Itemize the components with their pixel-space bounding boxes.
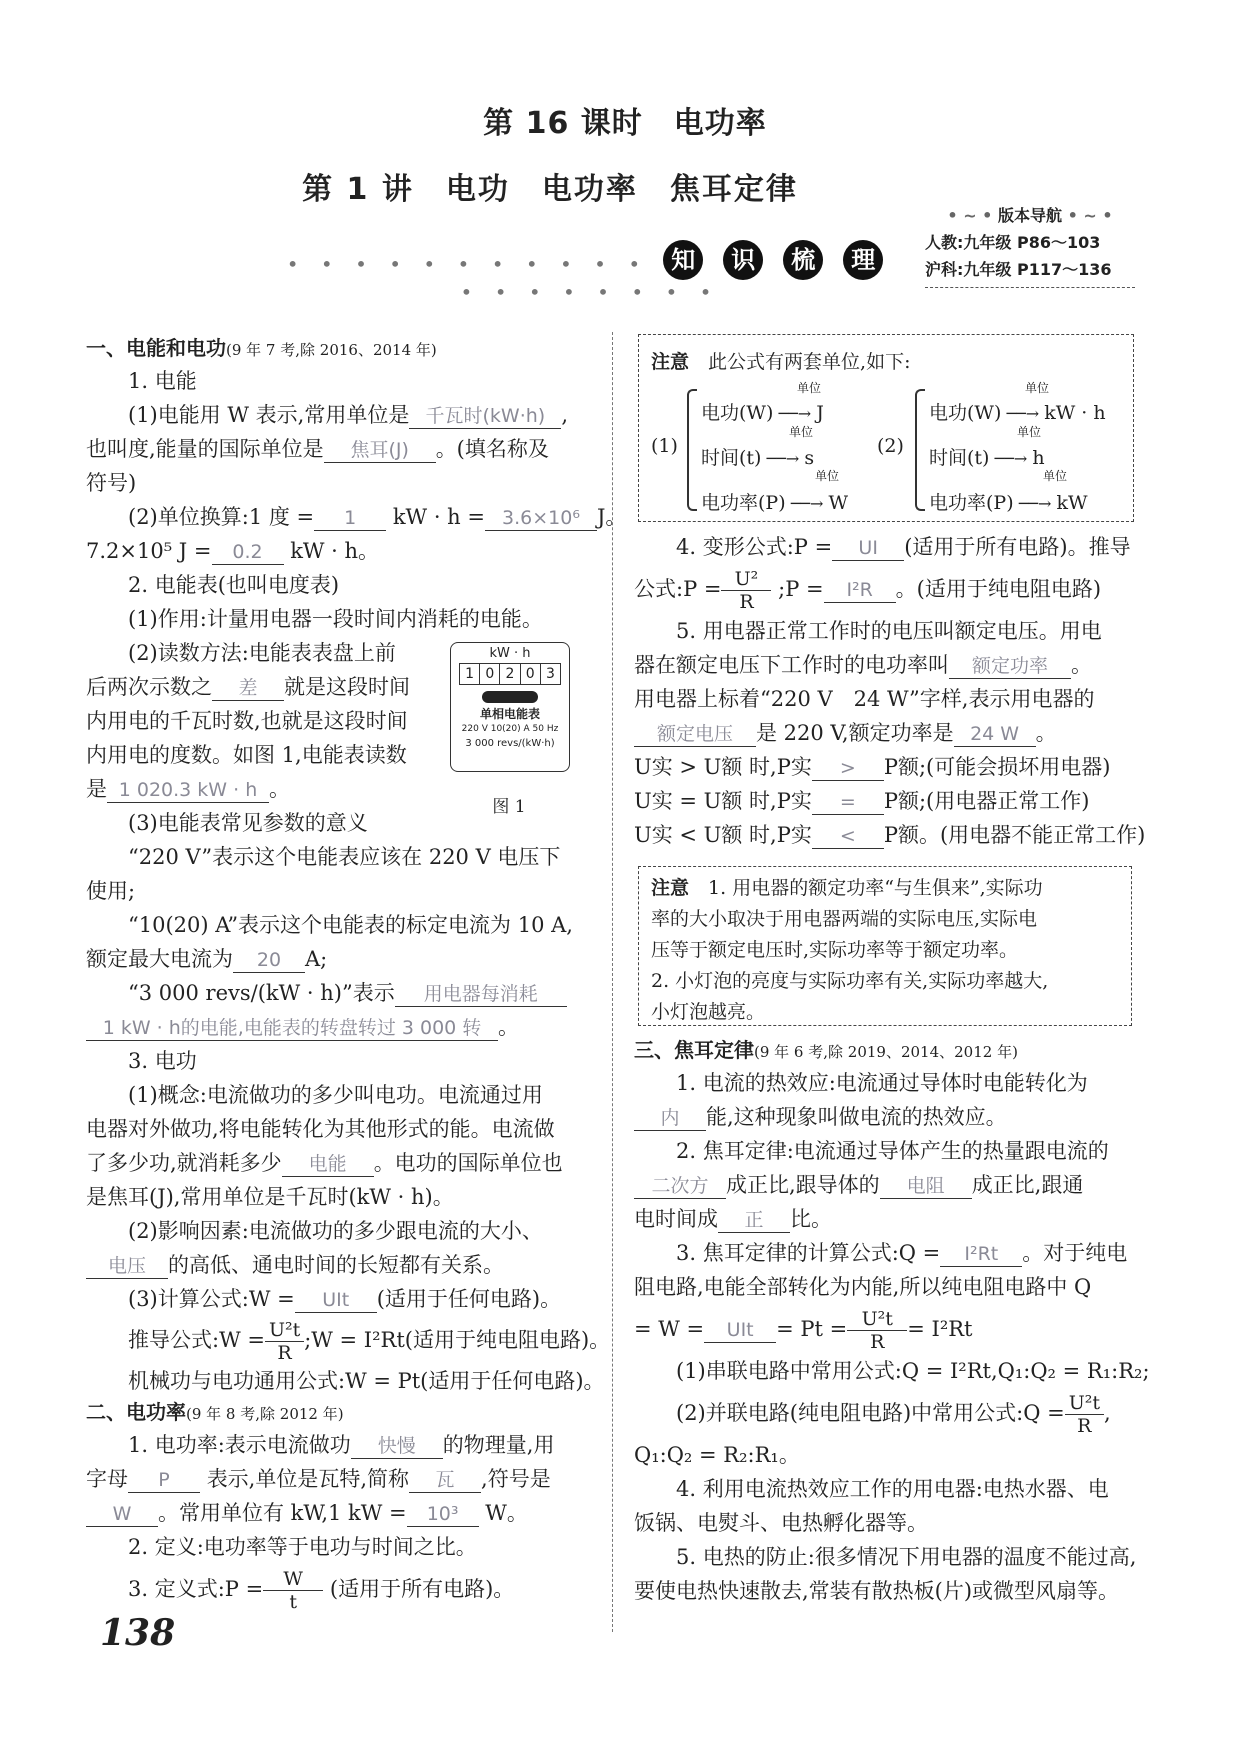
meter-unit: kW · h	[489, 646, 531, 661]
text-line: 字母 P 表示,单位是瓦特,简称 瓦 ,符号是	[86, 1467, 551, 1491]
unit-word: 单位	[1025, 381, 1050, 395]
banner-char: 梳	[783, 240, 823, 280]
right-column-b	[634, 1036, 1150, 1608]
text-line: 额定最大电流为 20 A;	[86, 947, 328, 971]
text-line: 也叫度,能量的国际单位是 焦耳(J) 。(填名称及	[86, 437, 549, 461]
lecture-title: 第 1 讲 电功 电功率 焦耳定律	[302, 172, 798, 207]
text-line: 电压 的高低、通电时间的长短都有关系。	[86, 1248, 606, 1282]
answer-blank: 20	[233, 948, 305, 973]
text-line: 后两次示数之 差 就是这段时间	[86, 675, 410, 699]
answer-blank: P	[128, 1468, 200, 1493]
answer-blank: 1 kW · h的电能,电能表的转盘转过 3 000 转	[86, 1016, 498, 1041]
text-line: (1)概念:电流做功的多少叫电功。电流通过用	[128, 1083, 543, 1107]
text-line: 3. 电功	[128, 1049, 197, 1073]
answer-blank: 电阻	[880, 1174, 972, 1199]
answer-blank: 快慢	[351, 1434, 443, 1459]
answer-blank: 0.2	[212, 540, 284, 565]
banner-char: 知	[663, 240, 703, 280]
banner-char: 理	[843, 240, 883, 280]
text-line: 3. 焦耳定律的计算公式:Q = I²Rt 。对于纯电	[676, 1241, 1128, 1265]
text-line: 二次方 成正比,跟导体的 电阻 成正比,跟通	[634, 1168, 1144, 1202]
page-number: 138	[100, 1612, 176, 1654]
meter-digit: 1	[460, 664, 480, 684]
text-line: (2)读数方法:电能表表盘上前	[128, 641, 396, 665]
answer-blank: 10³	[407, 1502, 479, 1527]
fraction: $\frac{\text{U²t}}{R}$	[1065, 1392, 1104, 1437]
answer-blank: 电能	[282, 1152, 374, 1177]
text-line: 3. 定义式:P = $\frac{W}{t}$ (适用于所有电路)。	[128, 1568, 515, 1613]
note-line: 2. 小灯泡的亮度与实际功率有关,实际功率越大,	[651, 970, 1049, 992]
answer-blank: I²R	[824, 578, 896, 603]
meter-display	[459, 663, 561, 685]
text-line: 使用;	[86, 879, 136, 903]
unit-set-2	[929, 391, 1106, 526]
edition-nav-line: 沪科:九年级 P117～136	[925, 260, 1112, 279]
answer-blank: 瓦	[409, 1468, 481, 1493]
meter-spec: 220 V 10(20) A 50 Hz	[461, 724, 559, 734]
note-line: 注意 1. 用电器的额定功率“与生俱来”,实际功	[651, 877, 1043, 899]
unit-row: 时间(t) ──→ s	[701, 447, 815, 469]
text-line: (1)作用:计量用电器一段时间内消耗的电能。	[128, 607, 543, 631]
meter-digit: 2	[500, 664, 520, 684]
text-line: (2)影响因素:电流做功的多少跟电流的大小、	[128, 1219, 543, 1243]
text-line: 4. 利用电流热效应工作的用电器:电热水器、电	[676, 1477, 1109, 1501]
text-line: 电时间成 正 比。	[634, 1207, 832, 1231]
text-line: 5. 用电器正常工作时的电压叫额定电压。用电	[676, 619, 1102, 643]
text-line: 内用电的千瓦时数,也就是这段时间	[86, 709, 408, 733]
text-line: 了多少功,就消耗多少 电能 。电功的国际单位也	[86, 1151, 563, 1175]
figure-caption: 图 1	[492, 797, 526, 817]
text-line: 是焦耳(J),常用单位是千瓦时(kW · h)。	[86, 1185, 454, 1209]
answer-blank: =	[812, 790, 884, 815]
meter-dial	[482, 691, 538, 703]
text-line: 推导公式:W = $\frac{\text{U²t}}{R}$ ;W = I²Rt(适用于纯电阻电路)。	[128, 1319, 611, 1364]
text-line: 2. 定义:电功率等于电功与时间之比。	[128, 1535, 477, 1559]
brace	[915, 389, 925, 511]
text-line: (2)并联电路(纯电阻电路)中常用公式:Q = $\frac{\text{U²t}}{R}$ ,	[676, 1392, 1111, 1437]
fraction: $\frac{\text{U²t}}{R}$	[265, 1319, 304, 1364]
answer-blank: 用电器每消耗	[395, 982, 567, 1007]
text-line: 电器对外做功,将电能转化为其他形式的能。电流做	[86, 1117, 555, 1141]
fraction: $\frac{\text{U²}}{R}$	[721, 568, 771, 613]
answer-blank: 电压	[86, 1254, 168, 1279]
unit-row: 时间(t) ──→ h	[929, 447, 1045, 469]
text-line: 符号)	[86, 471, 137, 495]
section-heading: 三、焦耳定律(9 年 6 考,除 2019、2014、2012 年)	[634, 1038, 1018, 1062]
answer-blank: 二次方	[634, 1174, 726, 1199]
unit-word: 单位	[1017, 425, 1042, 439]
answer-blank: I²Rt	[940, 1242, 1022, 1267]
right-column-a	[634, 530, 1144, 852]
banner-char: 识	[723, 240, 763, 280]
answer-blank: 千瓦时(kW·h)	[409, 404, 561, 429]
answer-blank: UIt	[704, 1318, 776, 1343]
text-line: (3)电能表常见参数的意义	[128, 811, 368, 835]
meter-digit: 3	[545, 666, 555, 682]
note-line: 率的大小取决于用电器两端的实际电压,实际电	[651, 908, 1038, 930]
text-line: 阻电路,电能全部转化为内能,所以纯电阻电路中 Q	[634, 1275, 1092, 1299]
unit-set-1-label: (1)	[651, 435, 678, 457]
unit-row: 电功(W) ──→ kW · h	[929, 402, 1106, 424]
knowledge-banner	[260, 240, 920, 304]
answer-blank: 24 W	[954, 722, 1036, 747]
answer-blank: 3.6×10⁶	[485, 506, 597, 531]
answer-blank: 额定电压	[634, 722, 756, 747]
text-line: “3 000 revs/(kW · h)”表示 用电器每消耗	[86, 976, 606, 1010]
text-line: (2)单位换算:1 度 = 1 kW · h = 3.6×10⁶ J。	[128, 505, 627, 529]
text-line: (1)电能用 W 表示,常用单位是 千瓦时(kW·h) ,	[128, 403, 569, 427]
answer-blank: >	[812, 756, 884, 781]
meter-spec: 3 000 revs/(kW·h)	[465, 738, 555, 749]
text-line: 公式:P = $\frac{\text{U²}}{R}$ ;P = I²R 。(适用于纯电阻电路)	[634, 568, 1102, 613]
text-line: 1 kW · h的电能,电能表的转盘转过 3 000 转 。	[86, 1010, 606, 1044]
answer-blank: 1	[314, 506, 386, 531]
answer-blank: 内	[634, 1106, 706, 1131]
unit-row: 电功(W) ──→ J	[701, 402, 824, 424]
unit-set-1	[701, 391, 848, 526]
answer-blank: UI	[832, 536, 904, 561]
fraction: $\frac{\text{U²t}}{R}$	[847, 1308, 907, 1353]
electric-meter-figure	[450, 642, 570, 772]
unit-set-2-label: (2)	[877, 435, 904, 457]
banner-dots-right: • • • • • • • •	[460, 280, 720, 304]
answer-blank: 焦耳(J)	[324, 438, 436, 463]
meter-digit: 0	[521, 664, 541, 684]
text-line: 内用电的度数。如图 1,电能表读数	[86, 743, 407, 767]
edition-nav-line: 人教:九年级 P86～103	[925, 233, 1101, 252]
text-line: W 。常用单位有 kW,1 kW = 10³ W。	[86, 1496, 606, 1530]
text-line: 1. 电流的热效应:电流通过导体时电能转化为	[676, 1071, 1088, 1095]
text-line: U实 < U额 时,P实 < P额。(用电器不能正常工作)	[634, 823, 1146, 847]
left-column	[86, 334, 627, 1614]
text-line: 机械功与电功通用公式:W = Pt(适用于任何电路)。	[128, 1369, 605, 1393]
unit-row: 电功率(P) ──→ kW	[929, 492, 1088, 514]
text-line: 7.2×10⁵ J = 0.2 kW · h。	[86, 539, 380, 563]
text-line: “10(20) A”表示这个电能表的标定电流为 10 A,	[128, 913, 573, 937]
section-heading: 一、电能和电功(9 年 7 考,除 2016、2014 年)	[86, 336, 437, 360]
text-line: 2. 焦耳定律:电流通过导体产生的热量跟电流的	[676, 1139, 1109, 1163]
text-line: 额定电压 是 220 V,额定功率是 24 W 。	[634, 716, 1144, 750]
answer-blank: 1 020.3 kW · h	[107, 778, 269, 803]
text-line: 要使电热快速散去,常装有散热板(片)或微型风扇等。	[634, 1579, 1120, 1603]
text-line: “220 V”表示这个电能表应该在 220 V 电压下	[128, 845, 561, 869]
unit-word: 单位	[797, 381, 822, 395]
unit-row: 电功率(P) ──→ W	[701, 492, 848, 514]
edition-nav	[925, 202, 1135, 288]
answer-blank: <	[812, 824, 884, 849]
answer-blank: 正	[718, 1208, 790, 1233]
text-line: 饭锅、电熨斗、电热孵化器等。	[634, 1511, 928, 1535]
note-line: 压等于额定电压时,实际功率等于额定功率。	[651, 939, 1019, 961]
text-line: (3)计算公式:W = UIt (适用于任何电路)。	[128, 1287, 562, 1311]
answer-blank: UIt	[295, 1288, 377, 1313]
brace	[687, 389, 697, 511]
answer-blank: 差	[212, 676, 284, 701]
text-line: Q₁:Q₂ = R₂:R₁。	[634, 1443, 800, 1467]
text-line: 1. 电能	[128, 369, 197, 393]
text-line: = W = UIt = Pt = $\frac{\text{U²t}}{R}$ = I²Rt	[634, 1308, 973, 1353]
text-line: 是 1 020.3 kW · h 。	[86, 777, 290, 801]
edition-nav-title: • ~ • 版本导航 • ~ •	[947, 206, 1113, 225]
meter-name: 单相电能表	[479, 707, 540, 721]
text-line: 内 能,这种现象叫做电流的热效应。	[634, 1100, 1144, 1134]
text-line: 2. 电能表(也叫电度表)	[128, 573, 340, 597]
banner-dots-left: • • • • • • • • • • •	[286, 251, 649, 276]
note-line: 注意 此公式有两套单位,如下:	[651, 351, 911, 373]
answer-blank: W	[86, 1502, 158, 1527]
fraction: $\frac{W}{t}$	[263, 1568, 323, 1613]
meter-digit: 0	[480, 664, 500, 684]
unit-word: 单位	[815, 469, 840, 483]
text-line: 1. 电功率:表示电流做功 快慢 的物理量,用	[128, 1433, 555, 1457]
unit-word: 单位	[1043, 469, 1068, 483]
text-line: 用电器上标着“220 V 24 W”字样,表示用电器的	[634, 687, 1095, 711]
note-box-rated-power	[638, 866, 1132, 1026]
answer-blank: 额定功率	[949, 654, 1071, 679]
unit-word: 单位	[789, 425, 814, 439]
lesson-title: 第 16 课时 电功率	[483, 106, 767, 141]
section-heading: 二、电功率(9 年 8 考,除 2012 年)	[86, 1400, 344, 1424]
note-box-units	[638, 334, 1134, 522]
note-line: 小灯泡越亮。	[651, 1001, 766, 1023]
text-line: (1)串联电路中常用公式:Q = I²Rt,Q₁:Q₂ = R₁:R₂;	[676, 1359, 1150, 1383]
text-line: U实 > U额 时,P实 > P额;(可能会损坏用电器)	[634, 755, 1111, 779]
text-line: 器在额定电压下工作时的电功率叫 额定功率 。	[634, 653, 1092, 677]
text-line: 5. 电热的防止:很多情况下用电器的温度不能过高,	[676, 1545, 1137, 1569]
text-line: U实 = U额 时,P实 = P额;(用电器正常工作)	[634, 789, 1090, 813]
text-line: 4. 变形公式:P = UI (适用于所有电路)。推导	[676, 535, 1131, 559]
